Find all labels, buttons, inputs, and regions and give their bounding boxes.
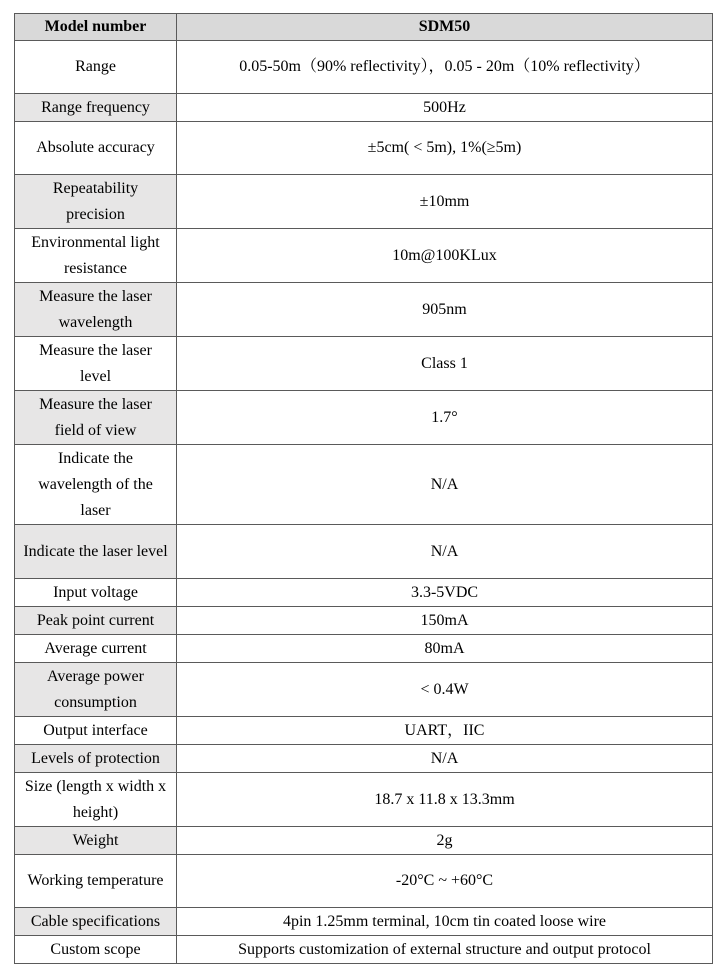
table-row-protection: [15, 745, 713, 773]
row-label: Input voltage: [15, 579, 177, 607]
row-value: 0.05-50m（90% reflectivity），0.05 - 20m（10% reflectivity）: [177, 41, 713, 94]
row-value: 80mA: [177, 635, 713, 663]
table-row-range-frequency: [15, 94, 713, 122]
row-label: Repeatability precision: [15, 175, 177, 229]
table-row-light-resistance: [15, 229, 713, 283]
row-value: UART，IIC: [177, 717, 713, 745]
table-row-field-of-view: [15, 391, 713, 445]
row-label: Weight: [15, 827, 177, 855]
table-row-working-temperature: [15, 855, 713, 908]
table-row-weight: [15, 827, 713, 855]
table-row-input-voltage: [15, 579, 713, 607]
row-value: 4pin 1.25mm terminal, 10cm tin coated loose wire: [177, 908, 713, 936]
row-value: Supports customization of external structure and output protocol: [177, 936, 713, 964]
table-row-power-consumption: [15, 663, 713, 717]
table-row-custom-scope: [15, 936, 713, 964]
row-value: 1.7°: [177, 391, 713, 445]
row-value: ±10mm: [177, 175, 713, 229]
row-value: 18.7 x 11.8 x 13.3mm: [177, 773, 713, 827]
row-label: Cable specifications: [15, 908, 177, 936]
row-label: Measure the laser field of view: [15, 391, 177, 445]
row-label: Size (length x width x height): [15, 773, 177, 827]
header-value: SDM50: [177, 14, 713, 41]
row-label: Measure the laser level: [15, 337, 177, 391]
row-label: Indicate the laser level: [15, 525, 177, 579]
row-value: 150mA: [177, 607, 713, 635]
row-value: 905nm: [177, 283, 713, 337]
header-label: Model number: [15, 14, 177, 41]
table-row-cable-specifications: [15, 908, 713, 936]
row-value: Class 1: [177, 337, 713, 391]
table-row-average-current: [15, 635, 713, 663]
row-value: N/A: [177, 525, 713, 579]
table-row-indicate-level: [15, 525, 713, 579]
row-label: Absolute accuracy: [15, 122, 177, 175]
row-value: < 0.4W: [177, 663, 713, 717]
row-label: Environmental light resistance: [15, 229, 177, 283]
row-value: N/A: [177, 445, 713, 525]
row-label: Working temperature: [15, 855, 177, 908]
row-label: Custom scope: [15, 936, 177, 964]
row-label: Range: [15, 41, 177, 94]
table-row-range: [15, 41, 713, 94]
row-label: Measure the laser wavelength: [15, 283, 177, 337]
row-value: 2g: [177, 827, 713, 855]
row-label: Average power consumption: [15, 663, 177, 717]
row-value: 500Hz: [177, 94, 713, 122]
row-label: Output interface: [15, 717, 177, 745]
table-row-size: [15, 773, 713, 827]
row-value: 10m@100KLux: [177, 229, 713, 283]
row-value: N/A: [177, 745, 713, 773]
row-label: Range frequency: [15, 94, 177, 122]
row-label: Indicate the wavelength of the laser: [15, 445, 177, 525]
row-label: Peak point current: [15, 607, 177, 635]
table-row-output-interface: [15, 717, 713, 745]
table-row-absolute-accuracy: [15, 122, 713, 175]
table-header-row: [15, 14, 713, 41]
table-row-laser-level: [15, 337, 713, 391]
table-row-peak-current: [15, 607, 713, 635]
spec-table: [14, 13, 713, 964]
row-value: -20°C ~ +60°C: [177, 855, 713, 908]
row-label: Average current: [15, 635, 177, 663]
table-row-repeatability-precision: [15, 175, 713, 229]
row-value: 3.3-5VDC: [177, 579, 713, 607]
table-row-indicate-wavelength: [15, 445, 713, 525]
table-row-laser-wavelength: [15, 283, 713, 337]
row-label: Levels of protection: [15, 745, 177, 773]
row-value: ±5cm( < 5m), 1%(≥5m): [177, 122, 713, 175]
